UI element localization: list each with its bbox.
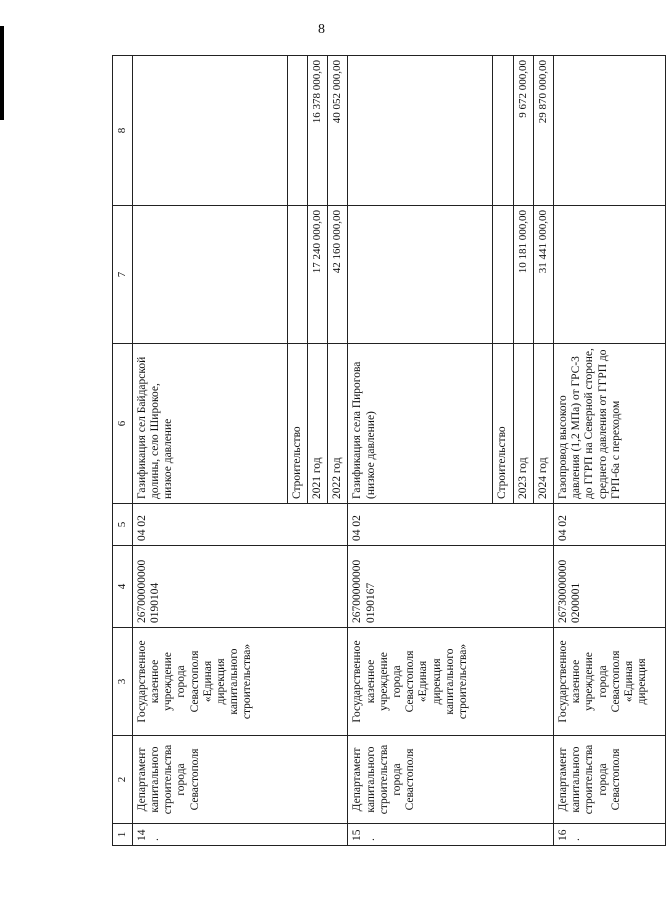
table-row xyxy=(132,56,287,846)
budget-code-cell: 26700000000 0190104 xyxy=(132,546,348,628)
stage-cell: Строительство xyxy=(493,344,513,504)
budget-table xyxy=(112,55,666,846)
column-header: 6 xyxy=(113,344,133,504)
stage-cell: Строительство xyxy=(287,344,307,504)
budget-code-cell: 26700000000 0190167 xyxy=(348,546,554,628)
amount-col8: 29 870 000,00 xyxy=(533,56,553,206)
executor-cell: Департамент капитального строительства города Севастополя xyxy=(348,736,554,824)
institution-cell: Государственное казенное учреждение города Севастополя «Единая дирекция xyxy=(553,628,665,736)
column-header: 1 xyxy=(113,824,133,846)
column-header: 4 xyxy=(113,546,133,628)
table-frame xyxy=(112,56,649,846)
executor-cell: Департамент капитального строительства города Севастополя xyxy=(132,736,348,824)
amount-col7: 10 181 000,00 xyxy=(513,206,533,344)
executor-cell: Департамент капитального строительства города Севастополя xyxy=(553,736,665,824)
year-cell: 2023 год xyxy=(513,344,533,504)
row-number: 16. xyxy=(553,824,665,846)
object-name-cell: Газификация сел Байдарской долины, село Широкое, низкое давление xyxy=(132,344,287,504)
amount-col7: 31 441 000,00 xyxy=(533,206,553,344)
page-number: 8 xyxy=(318,22,325,37)
row-number: 15. xyxy=(348,824,554,846)
column-header: 3 xyxy=(113,628,133,736)
year-cell: 2021 год xyxy=(307,344,327,504)
amount-col7: 17 240 000,00 xyxy=(307,206,327,344)
amount-col7: 42 160 000,00 xyxy=(328,206,348,344)
row-number: 14. xyxy=(132,824,348,846)
object-name-cell: Газопровод высокого давления (1,2 МПа) от ГРС-3 до ГГРП на Северной стороне, среднего давления от ГГРП до ГРП-6а с переходом xyxy=(553,344,665,504)
object-name-cell: Газификация села Пирогова (низкое давление) xyxy=(348,344,493,504)
institution-cell: Государственное казенное учреждение города Севастополя «Единая дирекция капитального строительства» xyxy=(132,628,348,736)
header-row xyxy=(113,56,133,846)
year-cell: 2024 год xyxy=(533,344,553,504)
amount-col8: 9 672 000,00 xyxy=(513,56,533,206)
amount-col8: 40 052 000,00 xyxy=(328,56,348,206)
scan-crop-mark xyxy=(0,26,4,120)
table-row xyxy=(348,56,493,846)
section-code-cell: 04 02 xyxy=(348,504,554,546)
institution-cell: Государственное казенное учреждение города Севастополя «Единая дирекция капитального строительства» xyxy=(348,628,554,736)
year-cell: 2022 год xyxy=(328,344,348,504)
amount-col8: 16 378 000,00 xyxy=(307,56,327,206)
table-row xyxy=(553,56,665,846)
budget-code-cell: 26730000000 0200001 xyxy=(553,546,665,628)
section-code-cell: 04 02 xyxy=(553,504,665,546)
column-header: 5 xyxy=(113,504,133,546)
column-header: 2 xyxy=(113,736,133,824)
column-header: 8 xyxy=(113,56,133,206)
section-code-cell: 04 02 xyxy=(132,504,348,546)
column-header: 7 xyxy=(113,206,133,344)
